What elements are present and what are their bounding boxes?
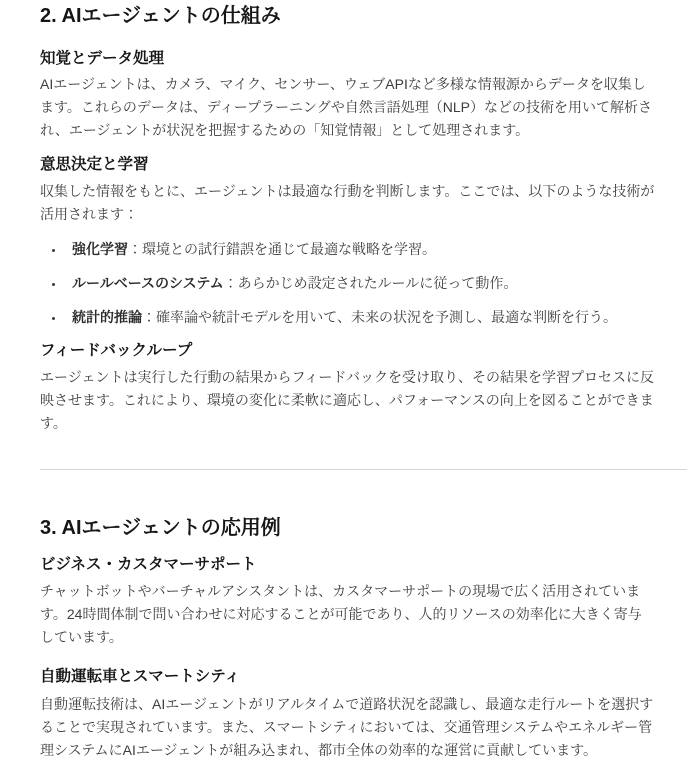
list-item-rule-based-system [65, 272, 655, 295]
list-item-term: ルールベースのシステム [72, 275, 224, 291]
list-item-statistical-inference [65, 306, 655, 329]
paragraph-decision-intro: 収集した情報をもとに、エージェントは最適な行動を判断します。ここでは、以下のような技術が活用されます： [40, 183, 655, 222]
subsection-heading-decision: 意思決定と学習 [40, 156, 149, 173]
list-item-term: 統計的推論 [72, 309, 142, 325]
subsection-heading-perception: 知覚とデータ処理 [40, 50, 165, 67]
section-divider [40, 469, 687, 470]
subsection-heading-autonomous-driving: 自動運転車とスマートシティ [40, 668, 240, 685]
section-3-heading: 3. AIエージェントの応用例 [40, 517, 281, 539]
list-item-reinforcement-learning [65, 238, 655, 261]
paragraph-feedback-loop: エージェントは実行した行動の結果からフィードバックを受け取り、その結果を学習プロセスに反映させます。これにより、環境の変化に柔軟に適応し、パフォーマンスの向上を図ることができます。 [40, 369, 655, 431]
section-2-heading: 2. AIエージェントの仕組み [40, 5, 281, 27]
subsection-heading-business-support: ビジネス・カスタマーサポート [40, 556, 257, 573]
list-item-term: 強化学習 [72, 241, 128, 257]
paragraph-autonomous-driving: 自動運転技術は、AIエージェントがリアルタイムで道路状況を認識し、最適な走行ルートを選択することで実現されています。また、スマートシティにおいては、交通管理システムやエネルギー管理システムにAIエージェントが組み込まれ、都市全体の効率的な運営に貢献しています。 [40, 696, 654, 758]
list-item-description: ：確率論や統計モデルを用いて、未来の状況を予測し、最適な判断を行う。 [142, 309, 618, 325]
subsection-heading-feedback-loop: フィードバックループ [40, 342, 193, 359]
paragraph-perception: AIエージェントは、カメラ、マイク、センサー、ウェブAPIなど多様な情報源からデータを収集します。これらのデータは、ディープラーニングや自然言語処理（NLP）などの技術を用いて解析され、エージェントが状況を把握するための「知覚情報」として処理されます。 [40, 76, 653, 138]
list-item-description: ：あらかじめ設定されたルールに従って動作。 [223, 275, 518, 291]
technique-list [40, 238, 655, 329]
list-item-description: ：環境との試行錯誤を通じて最適な戦略を学習。 [128, 241, 436, 257]
paragraph-business-support: チャットボットやバーチャルアシスタントは、カスタマーサポートの現場で広く活用されています。24時間体制で問い合わせに対応することが可能であり、人的リソースの効率化に大きく寄与しています。 [40, 583, 642, 645]
